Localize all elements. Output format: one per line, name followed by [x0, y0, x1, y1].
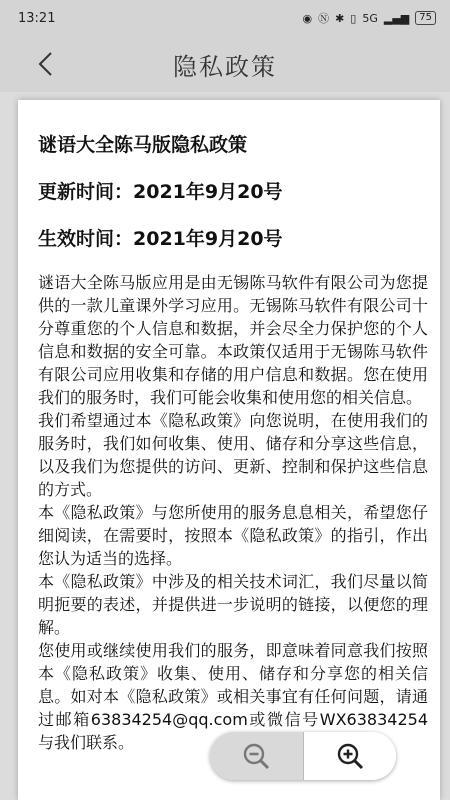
zoom-in-button[interactable] — [303, 732, 397, 780]
updated-date: 更新时间：2021年9月20号 — [38, 181, 283, 203]
battery-icon — [415, 11, 436, 25]
page-title: 隐私政策 — [173, 52, 277, 81]
policy-paragraph: 谜语大全陈马版应用是由无锡陈马软件有限公司为您提供的一款儿童课外学习应用。无锡陈马软件有限公司十分尊重您的个人信息和数据，并会尽全力保护您的个人信息和数据的安全可靠。本政策仅适用于无锡陈马软件有限公司应用收集和存储的用户信息和数据。您在使用我们的服务时，我们可能会收集和使用您的相关信息。 — [38, 273, 428, 407]
zoom-out-button[interactable] — [210, 732, 303, 780]
back-button[interactable] — [28, 46, 64, 82]
bluetooth-icon: ✱ — [335, 11, 345, 25]
policy-paragraph: 本《隐私政策》与您所使用的服务息息相关，希望您仔细阅读，在需要时，按照本《隐私政策》的指引，作出您认为适当的选择。 — [38, 503, 428, 568]
zoom-out-icon — [241, 741, 271, 771]
vibrate-icon: ▯ — [350, 11, 357, 25]
eye-icon: ◉ — [302, 11, 313, 25]
policy-content[interactable] — [18, 100, 440, 800]
document-title: 谜语大全陈马版隐私政策 — [38, 134, 248, 156]
battery-level: 75 — [419, 12, 432, 23]
app-header — [0, 36, 450, 92]
zoom-controls — [210, 732, 396, 780]
nfc-icon: Ⓝ — [318, 12, 330, 25]
status-time: 13:21 — [18, 10, 56, 26]
policy-paragraph: 本《隐私政策》中涉及的相关技术词汇，我们尽量以简明扼要的表述，并提供进一步说明的链接，以便您的理解。 — [38, 572, 428, 637]
chevron-left-icon — [36, 50, 56, 78]
zoom-in-icon — [335, 741, 365, 771]
policy-paragraph: 我们希望通过本《隐私政策》向您说明，在使用我们的服务时，我们如何收集、使用、储存和分享这些信息，以及我们为您提供的访问、更新、控制和保护这些信息的方式。 — [38, 411, 428, 499]
effective-date: 生效时间：2021年9月20号 — [38, 228, 283, 250]
network-label: 5G — [362, 11, 378, 25]
status-bar — [0, 0, 450, 36]
policy-paragraph: 您使用或继续使用我们的服务，即意味着同意我们按照本《隐私政策》收集、使用、储存和分享您的相关信息。如对本《隐私政策》或相关事宜有任何问题，请通过邮箱63834254@qq.com或微信号WX63834254与我们联系。 — [38, 641, 428, 752]
status-icons — [302, 10, 436, 26]
signal-icon: ▂▄▆ — [383, 11, 410, 25]
